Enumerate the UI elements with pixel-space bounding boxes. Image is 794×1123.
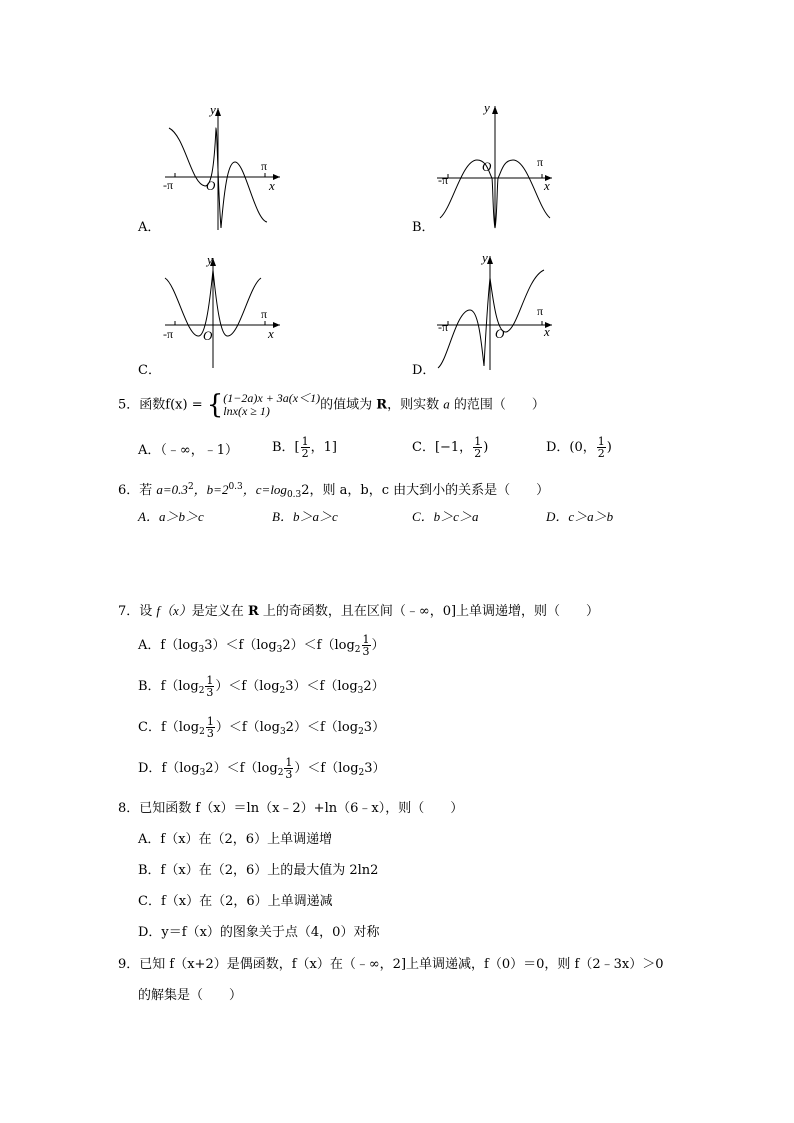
- graph-b-origin: O: [482, 159, 492, 174]
- q6-post: ，则 a，b，c 由大到小的关系是（ ）: [309, 483, 550, 498]
- question-6-stem: [118, 479, 549, 503]
- q8-option-c[interactable]: C．f（x）在（2，6）上单调递减: [138, 894, 333, 909]
- q7-a-n3: 1: [362, 633, 370, 646]
- q7-f: f（x）: [156, 603, 192, 618]
- q7-b-d1: 3: [206, 686, 214, 699]
- q5-option-d[interactable]: [546, 436, 612, 459]
- question-9-line1: 9．已知 f（x+2）是偶函数，f（x）在（﹣∞，2]上单调递减，f（0）＝0，则 f（2﹣3x）＞0: [118, 957, 664, 972]
- q5-d-post: ): [606, 440, 612, 455]
- q7-pre: 7．设: [118, 604, 157, 619]
- graph-d-xlabel: x: [544, 324, 550, 339]
- q5-brace: {: [206, 390, 224, 420]
- q7-d-b1: 3: [199, 768, 206, 778]
- q7-d-a1: 2）＜f（log: [205, 761, 278, 776]
- q5-b-den: 2: [301, 447, 309, 460]
- q5-b-num: 1: [301, 435, 309, 448]
- q6-b-exp: 0.3: [228, 482, 243, 492]
- q7-b-b3: 3: [357, 686, 364, 696]
- graph-c-xlabel: x: [268, 326, 274, 341]
- q5-d-den: 2: [597, 447, 605, 460]
- q7-d-d2: 3: [285, 768, 293, 781]
- q7-c-label: C．: [138, 720, 161, 735]
- q5-c-post: ): [483, 440, 489, 455]
- q6-option-b[interactable]: B．b＞a＞c: [272, 509, 338, 524]
- q7-a-b1: 3: [198, 645, 205, 655]
- question-7-stem: [118, 603, 599, 620]
- q7-c-p1: f（log: [160, 720, 200, 735]
- graph-d-origin: O: [495, 326, 505, 341]
- q7-a-b3: 2: [354, 645, 361, 655]
- graph-c: [155, 250, 285, 375]
- q7-d-frac: [284, 757, 293, 780]
- q7-a-tail: ）: [371, 638, 385, 653]
- graph-c-label: C．: [138, 363, 161, 378]
- q5-post-R: R: [376, 397, 388, 413]
- q7-b-frac: [205, 675, 214, 698]
- graph-b-xlabel: x: [544, 178, 550, 193]
- q5-b-pre: B．[: [272, 440, 300, 455]
- graph-d-pi: π: [537, 304, 544, 318]
- q7-option-a[interactable]: [138, 634, 385, 658]
- q7-mid: 是定义在: [191, 604, 248, 619]
- q6-option-d[interactable]: D．c＞a＞b: [546, 509, 614, 524]
- q7-R: R: [247, 604, 259, 619]
- q5-post-a: 的值域为: [320, 397, 377, 413]
- q6-option-a[interactable]: A．a＞b＞c: [138, 509, 204, 524]
- q7-a-a1: 3）＜f（log: [204, 638, 277, 653]
- q5-d-frac: [597, 436, 606, 459]
- q8-option-a[interactable]: A．f（x）在（2，6）上单调递增: [138, 832, 333, 847]
- q7-d-a3: 3）: [364, 761, 386, 776]
- q7-option-c[interactable]: [138, 716, 385, 740]
- graph-a: [155, 100, 285, 235]
- q7-c-a1: ）＜f（log: [215, 720, 280, 735]
- graph-b: [432, 98, 562, 233]
- q7-b-b2: 2: [279, 686, 286, 696]
- q7-b-a2: 3）＜f（log: [285, 679, 358, 694]
- q6-c-arg: 2: [301, 483, 310, 498]
- q7-option-d[interactable]: [138, 757, 386, 781]
- q7-c-a2: 2）＜f（log: [285, 720, 359, 735]
- q7-a-b2: 3: [276, 645, 283, 655]
- q5-b-frac: [301, 436, 310, 459]
- graph-c-origin: O: [203, 328, 213, 343]
- q7-b-a3: 2）: [363, 679, 385, 694]
- q5-c-den: 2: [474, 447, 482, 460]
- q6-option-c[interactable]: C．b＞c＞a: [412, 509, 479, 524]
- q7-c-a3: 3）: [363, 720, 386, 735]
- q7-d-p1: f（log: [161, 761, 200, 776]
- q6-a-exp: 2: [187, 482, 194, 492]
- q7-d-label: D．: [138, 761, 162, 776]
- q7-a-a2: 2）＜f（log: [282, 638, 355, 653]
- q5-c-pre: C．[−1，: [412, 440, 473, 455]
- q7-c-frac: [206, 716, 215, 739]
- graph-a-origin: O: [206, 178, 216, 193]
- q7-a-label: A．: [138, 638, 161, 653]
- q6-num: 6．若: [118, 483, 157, 498]
- graph-c-negpi: -π: [163, 327, 174, 341]
- q7-b-label: B．: [138, 679, 161, 694]
- q7-c-b3: 2: [358, 727, 364, 737]
- graph-a-pi: π: [261, 159, 268, 173]
- q6-a: a=0.3: [156, 482, 188, 497]
- graph-d-ylabel: y: [482, 250, 488, 265]
- graph-a-ylabel: y: [210, 102, 216, 117]
- q8-option-d[interactable]: D．y＝f（x）的图象关于点（4，0）对称: [138, 925, 380, 940]
- q7-d-a2: ）＜f（log: [294, 761, 359, 776]
- q5-option-a[interactable]: A．（﹣∞，﹣1）: [138, 443, 238, 458]
- q7-a-d3: 3: [362, 645, 370, 658]
- q6-c-base: 0.3: [286, 490, 302, 500]
- graph-b-pi: π: [537, 155, 544, 169]
- graph-d-label: D．: [412, 363, 436, 378]
- q5-d-pre: D．(0，: [546, 440, 596, 455]
- q6-b: ，b=2: [193, 482, 229, 497]
- q7-c-b1: 2: [199, 727, 205, 737]
- question-8-stem: 8．已知函数 f（x）＝ln（x﹣2）+ln（6﹣x），则（ ）: [118, 801, 464, 816]
- q7-d-b2: 2: [277, 768, 284, 778]
- q5-d-num: 1: [597, 435, 605, 448]
- q5-num: 5．: [118, 397, 140, 413]
- q7-d-n2: 1: [285, 756, 293, 769]
- q7-c-d1: 3: [206, 727, 214, 740]
- graph-b-label: B．: [412, 220, 435, 235]
- q7-c-b2: 3: [279, 727, 286, 737]
- q5-b-post: ，1]: [310, 440, 337, 455]
- q5-pre: 函数f(x) =: [139, 397, 207, 413]
- q5-post-var: a: [443, 396, 450, 412]
- q5-post-b: ，则实数: [387, 397, 444, 413]
- q5-cases: [223, 392, 320, 418]
- q7-a-frac: [362, 634, 371, 657]
- q7-b-p1: f（log: [160, 679, 199, 694]
- q7-c-n1: 1: [206, 715, 214, 728]
- question-9-line2: 的解集是（ ）: [138, 988, 243, 1003]
- q5-c-num: 1: [474, 435, 482, 448]
- graph-a-label: A．: [138, 220, 161, 235]
- q7-b-n1: 1: [206, 674, 214, 687]
- q5-option-b[interactable]: [272, 436, 337, 459]
- graph-a-xlabel: x: [269, 178, 275, 193]
- graph-c-pi: π: [261, 307, 268, 321]
- graph-b-negpi: -π: [438, 173, 449, 187]
- graph-d-negpi: -π: [438, 320, 449, 334]
- question-5-stem: [118, 392, 545, 418]
- graph-a-negpi: -π: [163, 178, 174, 192]
- q7-post: 上的奇函数，且在区间（﹣∞，0]上单调递增，则（ ）: [258, 604, 600, 619]
- q8-option-b[interactable]: B．f（x）在（2，6）上的最大值为 2ln2: [138, 863, 379, 878]
- q5-c-frac: [473, 436, 482, 459]
- q5-case1: (1−2a)x + 3a(x＜1): [223, 391, 321, 405]
- q7-b-b1: 2: [198, 686, 205, 696]
- q5-option-c[interactable]: [412, 436, 488, 459]
- graph-c-ylabel: y: [207, 252, 213, 267]
- q7-d-b3: 2: [358, 768, 365, 778]
- q7-b-a1: ）＜f（log: [215, 679, 280, 694]
- q7-a-p1: f（log: [160, 638, 199, 653]
- q5-case2: lnx(x ≥ 1): [223, 404, 270, 418]
- graph-b-ylabel: y: [484, 100, 490, 115]
- q7-option-b[interactable]: [138, 675, 385, 699]
- q6-c: ，c=log: [242, 482, 287, 497]
- q5-post-c: 的范围（ ）: [449, 397, 545, 413]
- graph-d: [432, 248, 562, 376]
